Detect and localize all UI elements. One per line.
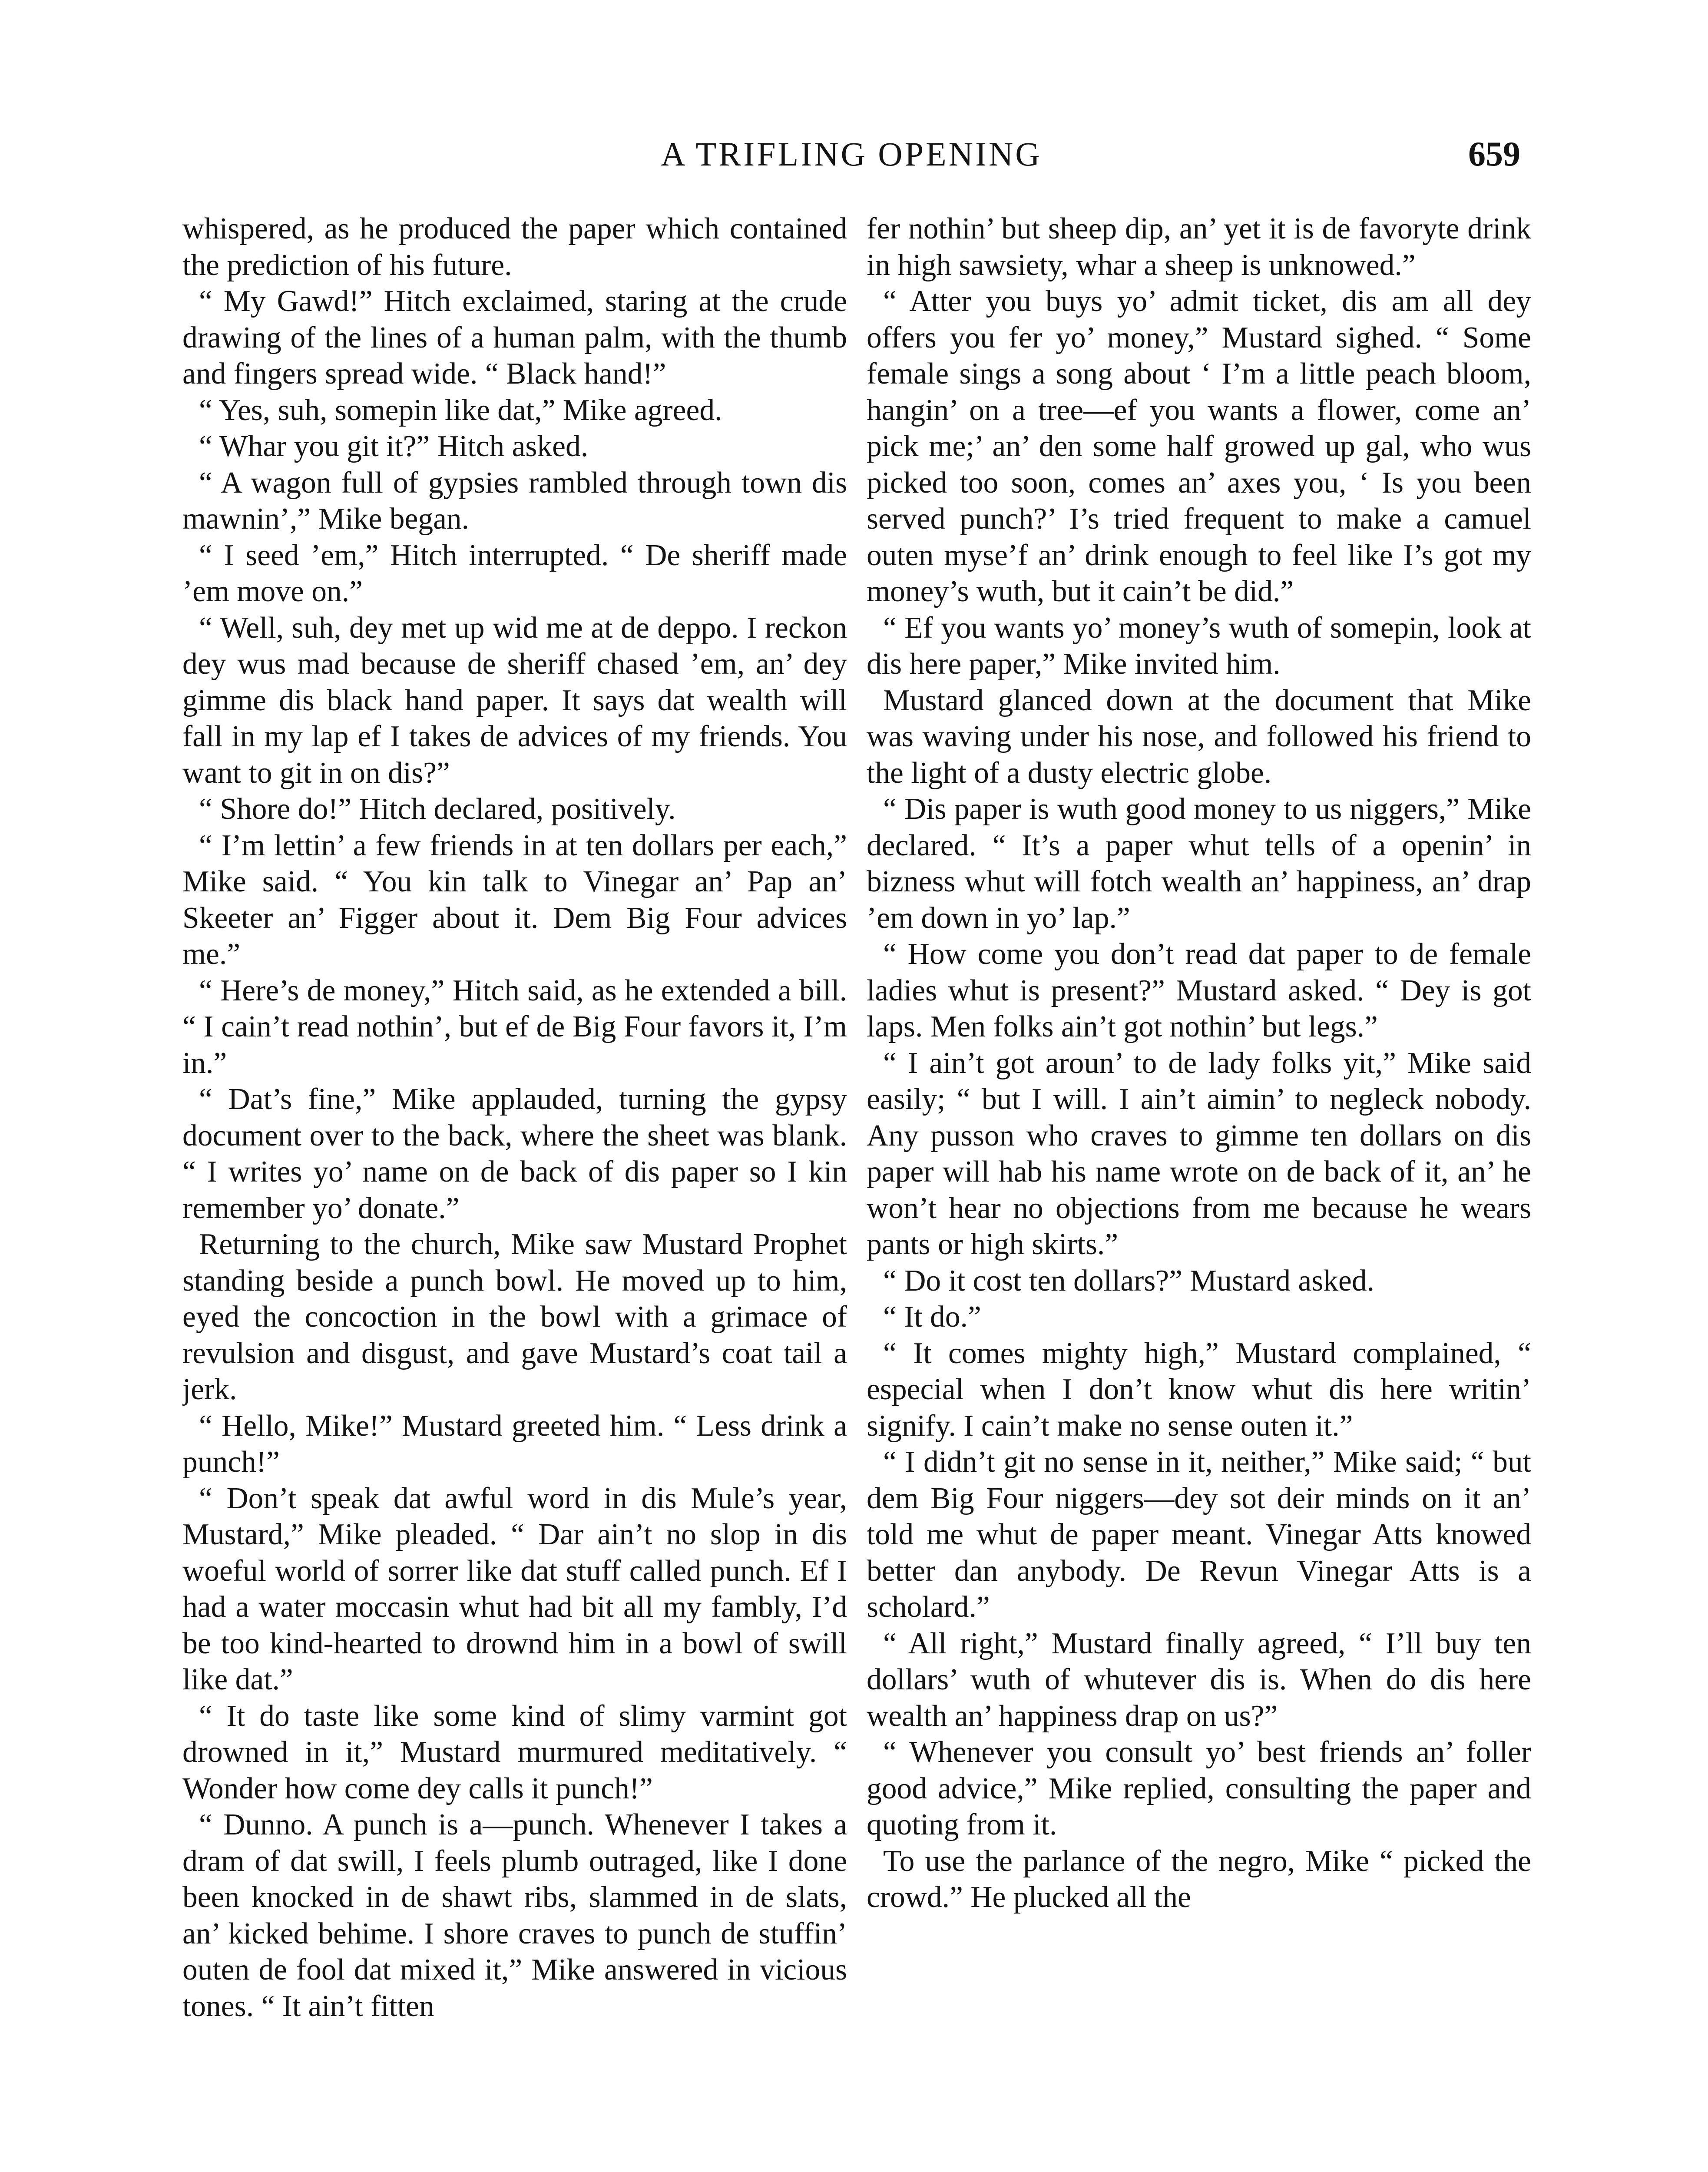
paragraph: Mustard glanced down at the document that Mike was waving under his nose, and followed his friend to the light of a dusty electric globe.	[867, 683, 1531, 790]
left-column	[182, 211, 847, 2172]
paragraph: “ Do it cost ten dollars?” Mustard asked.	[883, 1264, 1375, 1298]
paragraph: “ It do.”	[883, 1300, 981, 1334]
paragraph: “ Atter you buys yo’ admit ticket, dis am all dey offers you fer yo’ money,” Mustard sighed. “ Some female sings a song about ‘ I’m a little peach bloom, hangin’ on a tree—ef you wants a flower, come an’ pick me;’ an’ den some half growed up gal, who wus picked too soon, comes an’ axes you, ‘ Is you been served punch?’ I’s tried frequent to make a camuel outen myse’f an’ drink enough to feel like I’s got my money’s wuth, but it cain’t be did.”	[867, 285, 1531, 608]
paragraph: “ Dunno. A punch is a—punch. Whenever I takes a dram of dat swill, I feels plumb outraged, like I done been knocked in de shawt ribs, slammed in de slats, an’ kicked behime. I shore craves to punch de stuffin’ outen de fool dat mixed it,” Mike answered in vicious tones. “ It ain’t fitten	[182, 1808, 847, 2023]
paragraph: “ All right,” Mustard finally agreed, “ I’ll buy ten dollars’ wuth of whutever dis is. When do dis here wealth an’ happiness drap on us?”	[867, 1626, 1531, 1733]
running-head	[182, 130, 1520, 178]
paragraph: “ Hello, Mike!” Mustard greeted him. “ Less drink a punch!”	[182, 1409, 847, 1479]
paragraph: “ It comes mighty high,” Mustard complained, “ especial when I don’t know whut dis here writin’ signify. I cain’t make no sense outen it.”	[867, 1336, 1531, 1443]
paragraph: “ I seed ’em,” Hitch interrupted. “ De sheriff made ’em move on.”	[182, 538, 847, 608]
paragraph: “ A wagon full of gypsies rambled through town dis mawnin’,” Mike began.	[182, 466, 847, 536]
paragraph: “ It do taste like some kind of slimy varmint got drowned in it,” Mustard murmured meditatively. “ Wonder how come dey calls it punch!”	[182, 1699, 847, 1805]
paragraph: “ Whenever you consult yo’ best friends an’ foller good advice,” Mike replied, consulting the paper and quoting from it.	[867, 1735, 1531, 1841]
paragraph: fer nothin’ but sheep dip, an’ yet it is de favoryte drink in high sawsiety, whar a sheep is unknowed.”	[867, 212, 1531, 282]
paragraph: “ I ain’t got aroun’ to de lady folks yit,” Mike said easily; “ but I will. I ain’t aimin’ to negleck nobody. Any pusson who craves to gimme ten dollars on dis paper will hab his name wrote on de back of it, an’ he won’t hear no objections from me because he wears pants or high skirts.”	[867, 1046, 1531, 1261]
paragraph: “ Well, suh, dey met up wid me at de deppo. I reckon dey wus mad because de sheriff chased ’em, an’ dey gimme dis black hand paper. It says dat wealth will fall in my lap ef I takes de advices of my friends. You want to git in on dis?”	[182, 611, 847, 790]
paragraph: “ Ef you wants yo’ money’s wuth of somepin, look at dis here paper,” Mike invited him.	[867, 611, 1531, 681]
paragraph: Returning to the church, Mike saw Mustard Prophet standing beside a punch bowl. He moved up to him, eyed the concoction in the bowl with a grimace of revulsion and disgust, and gave Mustard’s coat tail a jerk.	[182, 1228, 847, 1406]
paragraph: “ Don’t speak dat awful word in dis Mule’s year, Mustard,” Mike pleaded. “ Dar ain’t no slop in dis woeful world of sorrer like dat stuff called punch. Ef I had a water moccasin whut had bit all my fambly, I’d be too kind-hearted to drownd him in a bowl of swill like dat.”	[182, 1481, 847, 1696]
paragraph: “ I didn’t git no sense in it, neither,” Mike said; “ but dem Big Four niggers—dey sot deir minds on it an’ told me whut de paper meant. Vinegar Atts knowed better dan anybody. De Revun Vinegar Atts is a scholard.”	[867, 1445, 1531, 1624]
paragraph: To use the parlance of the negro, Mike “ picked the crowd.” He plucked all the	[867, 1844, 1531, 1914]
page-number: 659	[1468, 135, 1520, 173]
paragraph: “ Whar you git it?” Hitch asked.	[199, 430, 589, 463]
paragraph: “ My Gawd!” Hitch exclaimed, staring at the crude drawing of the lines of a human palm, with the thumb and fingers spread wide. “ Black hand!”	[182, 285, 847, 391]
right-column	[867, 211, 1531, 2172]
paragraph: “ I’m lettin’ a few friends in at ten dollars per each,” Mike said. “ You kin talk to Vinegar an’ Pap an’ Skeeter an’ Figger about it. Dem Big Four advices me.”	[182, 828, 847, 971]
paragraph: whispered, as he produced the paper which contained the prediction of his future.	[182, 212, 847, 282]
paragraph: “ Shore do!” Hitch declared, positively.	[199, 792, 676, 826]
paragraph: “ Dat’s fine,” Mike applauded, turning the gypsy document over to the back, where the sheet was blank. “ I writes yo’ name on de back of dis paper so I kin remember yo’ donate.”	[182, 1083, 847, 1225]
running-title: A TRIFLING OPENING	[661, 135, 1042, 173]
paragraph: “ Here’s de money,” Hitch said, as he extended a bill. “ I cain’t read nothin’, but ef de Big Four favors it, I’m in.”	[182, 973, 847, 1080]
paragraph: “ Dis paper is wuth good money to us niggers,” Mike declared. “ It’s a paper whut tells of a openin’ in bizness whut will fotch wealth an’ happiness, an’ drap ’em down in yo’ lap.”	[867, 792, 1531, 935]
paragraph: “ Yes, suh, somepin like dat,” Mike agreed.	[199, 393, 722, 427]
paragraph: “ How come you don’t read dat paper to de female ladies whut is present?” Mustard asked. “ Dey is got laps. Men folks ain’t got nothin’ but legs.”	[867, 937, 1531, 1043]
